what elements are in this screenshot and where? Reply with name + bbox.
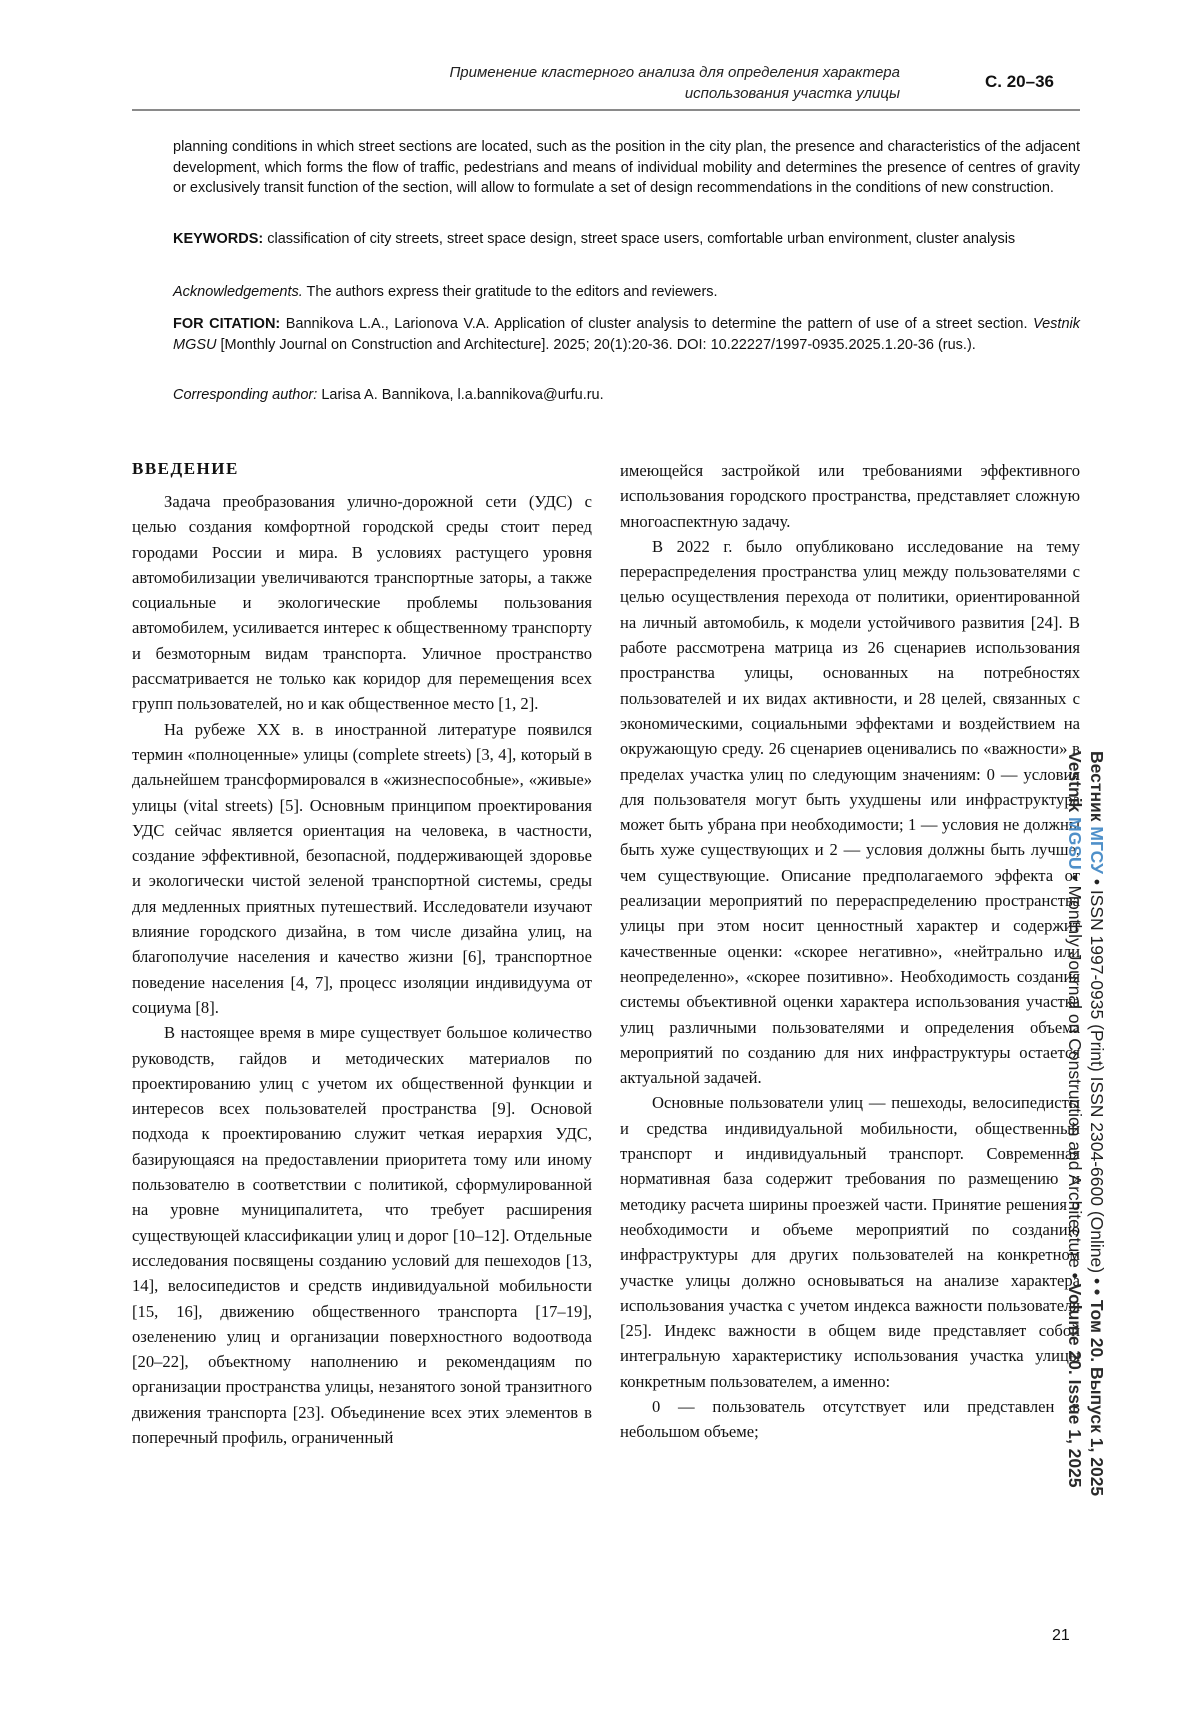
paragraph: В 2022 г. было опубликовано исследование на тему перераспределения пространства улиц между пользователями с целью осуществления перехода от политики, ориентированной на личный автомобиль, к модели устойчивого развития [24]. В работе рассмотрена матрица из 26 сценариев использования пространства улицы, основанных на потребностях пользователей и их видах активности, и 28 целей, связанных с экономическими, социальными эффектами и воздействием на окружающую среду. 26 сценариев оценивались по «важности» в пределах участка улиц по следующим значениям: 0 — условия для пользователя могут быть ухудшены или инфраструктура может быть убрана при необходимости; 1 — условия не должны быть хуже существующих и 2 — условия должны быть лучше, чем существующие. Описание предполагаемого эффекта от реализации мероприятий по перераспределению пространства улицы при этом носит ценностный характер и содержит качественные оценки: «скорее негативно», «нейтрально или неопределенно», «скорее позитивно». Необходимость создания системы объективной оценки характера использования участка улиц различными пользователями и определения объема мероприятий по созданию для них инфраструктуры остается актуальной задачей. — [620, 536, 1080, 1088]
paragraph: 0 — пользователь отсутствует или представлен в небольшом объеме; — [620, 1396, 1080, 1442]
section-heading: ВВЕДЕНИЕ — [132, 459, 239, 478]
acknowledgements — [173, 282, 1080, 303]
body-column-right — [620, 458, 1080, 1445]
sidebar-line-1 — [1086, 751, 1108, 1496]
corresponding-author — [173, 385, 1080, 406]
sidebar-brand-ru: МГСУ — [1087, 826, 1107, 874]
citation-text-1: Bannikova L.A., Larionova V.A. Application of cluster analysis to determine the pattern of use of a street section. — [280, 316, 1033, 332]
page-range: С. 20–36 — [985, 72, 1054, 91]
journal-sidebar — [1065, 751, 1109, 1497]
sidebar-volume-ru: • Том 20. Выпуск 1, 2025 — [1087, 1288, 1107, 1497]
citation — [173, 314, 1080, 355]
paragraph: На рубеже XX в. в иностранной литературе появился термин «полноценные» улицы (complete streets) [3, 4], который в дальнейшем трансформировался в «жизнеспособные», «живые» улицы (vital streets) [5]. Основным принципом проектирования УДС сейчас является ориентация на человека, в частности, создание эффективной, безопасной, поддерживающей здоровье и экологически чистой зеленой транспортной системы, среды для медленных приятных путешествий. Исследователи изучают влияние городского дизайна, в том числе дизайна улиц, на благополучие населения и качество жизни [6], транспортное поведение населения [4, 7], процесс изоляции индивидуума от социума [8]. — [132, 719, 592, 1017]
acknowledgements-label: Acknowledgements. — [173, 284, 303, 300]
body-column-left — [132, 458, 592, 1450]
running-header-line-1: Применение кластерного анализа для определения характера — [449, 64, 900, 81]
running-header-line-2: использования участка улицы — [684, 85, 900, 102]
sidebar-issn: • ISSN 1997-0935 (Print) ISSN 2304-6600 (Online) • — [1087, 873, 1107, 1289]
citation-journal: Vestnik MGSU — [173, 316, 1080, 353]
sidebar-subtitle-en: • Monthly Journal on Construction and Architecture • — [1065, 869, 1085, 1284]
sidebar-journal-ru: Вестник — [1087, 751, 1107, 827]
citation-text-2: [Monthly Journal on Construction and Architecture]. 2025; 20(1):20-36. DOI: 10.22227/1997-0935.2025.1.20-36 (rus.). — [216, 336, 976, 353]
corresponding-label: Corresponding author: — [173, 387, 318, 403]
abstract-continuation: planning conditions in which street sections are located, such as the position in the city plan, the presence and characteristics of the adjacent development, which forms the flow of traffic, pedestrians and means of individual mobility and determines the presence of centres of gravity or exclusively transit function of the section, will allow to formulate a set of design recommendations in the conditions of new construction. — [173, 139, 1080, 196]
paragraph: Задача преобразования улично-дорожной сети (УДС) с целью создания комфортной городской среды стоит перед городами России и мира. В условиях растущего уровня автомобилизации увеличиваются транспортные заторы, а также социальные и экологические проблемы пользования автомобилем, усиливается интерес к общественному транспорту и безмоторным видам транспорта. Уличное пространство рассматривается не только как коридор для перемещения всех групп пользователей, но и как общественное место [1, 2]. — [132, 492, 592, 714]
keywords — [173, 229, 1080, 250]
keywords-label: KEYWORDS: — [173, 231, 264, 247]
paragraph: имеющейся застройкой или требованиями эффективного использования городского пространства, представляет сложную многоаспектную задачу. — [620, 461, 1080, 531]
sidebar-brand-en: MGSU — [1065, 817, 1085, 870]
sidebar-volume-en: Volume 20. Issue 1, 2025 — [1065, 1283, 1085, 1488]
page-number: 21 — [1052, 1627, 1070, 1644]
acknowledgements-text: The authors express their gratitude to the editors and reviewers. — [302, 284, 718, 300]
paragraph: Основные пользователи улиц — пешеходы, велосипедисты и средства индивидуальной мобильности, общественный транспорт и индивидуальный транспорт. Современная нормативная база содержит требования по размещению и методику расчета ширины проезжей части. Принятие решения о необходимости и объеме мероприятий по созданию инфраструктуры для других пользователей на конкретном участке улицы должно основываться на анализе характера использования участка с учетом индекса важности пользователя [25]. Индекс важности в общем виде представляет собой интегральную характеристику использования участка улицы конкретным пользователем, а именно: — [620, 1093, 1080, 1391]
sidebar-text — [1064, 751, 1108, 1496]
corresponding-text: Larisa A. Bannikova, l.a.bannikova@urfu.ru. — [317, 387, 604, 403]
citation-label: FOR CITATION: — [173, 316, 281, 332]
paragraph: В настоящее время в мире существует большое количество руководств, гайдов и методических материалов по проектированию улиц с учетом их общественной функции и интересов всех пользователей пространства [9]. Основой подхода к проектированию служит четкая иерархия УДС, базирующаяся на предоставлении приоритета тому или иному пользователю в соответствии с политикой, сформулированной на уровне муниципалитета, что требует расширения существующей классификации улиц и дорог [10–12]. Отдельные исследования посвящены созданию условий для пешеходов [13, 14], велосипедистов и средств индивидуальной мобильности [15, 16], движению общественного транспорта [17–19], озеленению улиц и организации поверхностного водоотвода [20–22], объектному наполнению и рекомендациям по организации пространства улицы, незанятого зоной транзитного движения транспорта [23]. Объединение всех этих элементов в поперечный профиль, ограниченный — [132, 1023, 592, 1447]
running-header-title — [360, 62, 900, 104]
sidebar-journal-en: Vestnik — [1065, 751, 1085, 818]
sidebar-line-2 — [1064, 751, 1086, 1496]
keywords-text: classification of city streets, street space design, street space users, comfortable urban environment, cluster analysis — [263, 231, 1016, 247]
header-rule — [132, 109, 1080, 111]
